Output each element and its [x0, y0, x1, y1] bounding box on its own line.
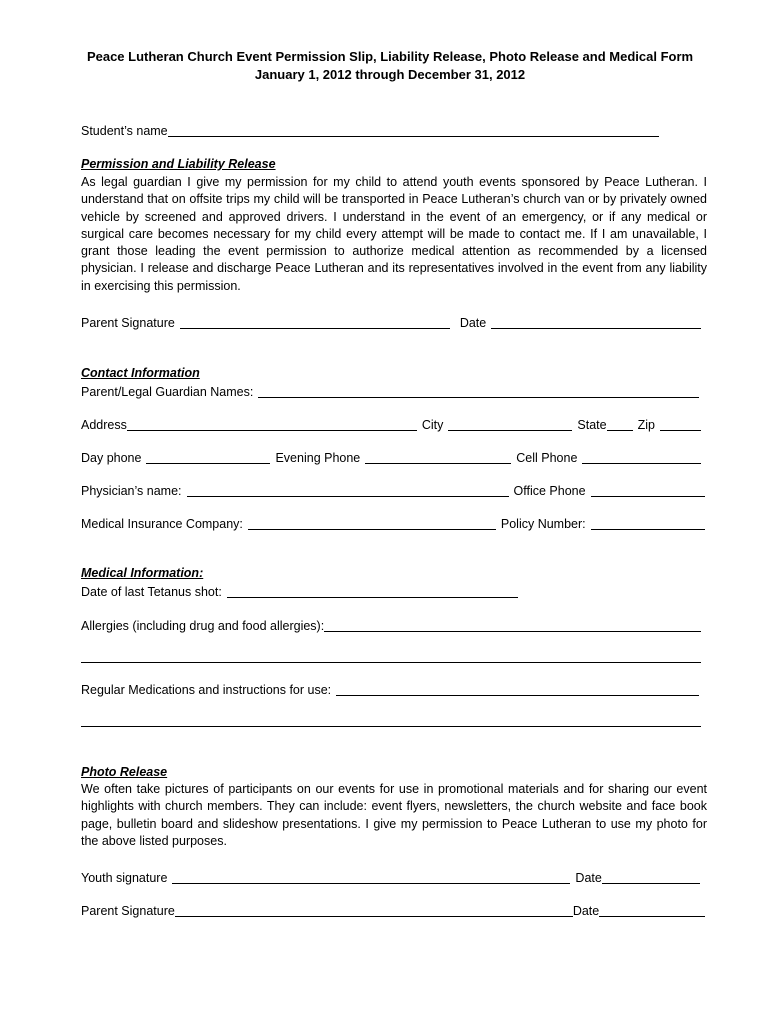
guardian-names-field[interactable]	[258, 385, 699, 398]
cell-phone-label: Cell Phone	[516, 451, 578, 465]
insurance-company-field[interactable]	[248, 517, 496, 530]
tetanus-label: Date of last Tetanus shot:	[81, 585, 222, 599]
evening-phone-field[interactable]	[365, 451, 511, 464]
photo-parent-date-label: Date	[572, 904, 600, 918]
address-label: Address	[81, 418, 127, 432]
state-label: State	[577, 418, 607, 432]
youth-signature-field[interactable]	[172, 871, 570, 884]
permission-heading: Permission and Liability Release	[81, 157, 276, 171]
cell-phone-field[interactable]	[582, 451, 701, 464]
medical-heading: Medical Information:	[81, 566, 204, 580]
medications-label: Regular Medications and instructions for use:	[81, 683, 332, 697]
youth-signature-label: Youth signature	[81, 871, 168, 885]
policy-number-label: Policy Number:	[500, 517, 586, 531]
youth-date-field[interactable]	[602, 871, 700, 884]
photo-parent-signature-field[interactable]	[175, 904, 573, 917]
insurance-row	[81, 515, 705, 531]
insurance-label: Medical Insurance Company:	[81, 517, 243, 531]
parent-signature-row	[81, 314, 701, 330]
physician-row	[81, 482, 705, 498]
photo-parent-date-field[interactable]	[599, 904, 705, 917]
allergies-extra-line[interactable]	[81, 662, 701, 663]
permission-date-label: Date	[459, 316, 487, 330]
physician-name-field[interactable]	[187, 484, 509, 497]
day-phone-field[interactable]	[146, 451, 270, 464]
medications-extra-line[interactable]	[81, 726, 701, 727]
photo-release-text: We often take pictures of participants on our events for use in promotional materials and for sharing our event highlights with church members. They can include: event flyers, newsletters, the church website and face book page, bulletin board and slideshow presentations. I give my permission to Peace Lutheran to use my photo for the above listed purposes.	[81, 782, 707, 848]
parent-signature-field[interactable]	[180, 316, 450, 329]
youth-date-label: Date	[575, 871, 602, 885]
phones-row	[81, 449, 701, 465]
evening-phone-label: Evening Phone	[275, 451, 361, 465]
student-name-row	[81, 122, 659, 138]
allergies-label: Allergies (including drug and food allergies):	[81, 619, 325, 633]
guardian-row	[81, 383, 699, 399]
address-field[interactable]	[127, 418, 417, 431]
youth-signature-row	[81, 869, 700, 885]
office-phone-field[interactable]	[591, 484, 705, 497]
city-label: City	[421, 418, 444, 432]
permission-text: As legal guardian I give my permission for my child to attend youth events sponsored by Peace Lutheran. I understand that on offsite trips my child will be transported in Peace Lutheran’s church van or by privately owned vehicle by screened and approved drivers. I understand in the event of an emergency, or if any medical or surgical care becomes necessary for my child every attempt will be made to contact me. If I am unavailable, I grant those leading the event permission to authorize medical attention as recommended by a licensed physician. I release and discharge Peace Lutheran and its representatives involved in the event from any liability in exercising this permission.	[81, 175, 707, 293]
medications-field[interactable]	[336, 683, 699, 696]
medications-row	[81, 681, 699, 697]
zip-label: Zip	[637, 418, 655, 432]
address-row	[81, 416, 701, 432]
photo-parent-signature-row	[81, 902, 705, 918]
form-date-range: January 1, 2012 through December 31, 2012	[254, 67, 526, 82]
guardian-label: Parent/Legal Guardian Names:	[81, 385, 254, 399]
student-name-field[interactable]	[168, 124, 659, 137]
allergies-field[interactable]	[324, 619, 701, 632]
photo-release-heading: Photo Release	[81, 765, 168, 779]
physician-label: Physician’s name:	[81, 484, 182, 498]
state-field[interactable]	[607, 418, 633, 431]
contact-heading: Contact Information	[81, 366, 200, 380]
tetanus-date-field[interactable]	[227, 585, 518, 598]
student-name-label: Student’s name	[81, 124, 168, 138]
form-title: Peace Lutheran Church Event Permission Slip, Liability Release, Photo Release and Medical Form	[86, 49, 694, 64]
day-phone-label: Day phone	[81, 451, 142, 465]
office-phone-label: Office Phone	[513, 484, 586, 498]
city-field[interactable]	[448, 418, 572, 431]
permission-date-field[interactable]	[491, 316, 701, 329]
photo-parent-signature-label: Parent Signature	[81, 904, 175, 918]
parent-signature-label: Parent Signature	[81, 316, 175, 330]
allergies-row	[81, 617, 701, 633]
zip-field[interactable]	[660, 418, 701, 431]
policy-number-field[interactable]	[591, 517, 705, 530]
tetanus-row	[81, 583, 518, 599]
